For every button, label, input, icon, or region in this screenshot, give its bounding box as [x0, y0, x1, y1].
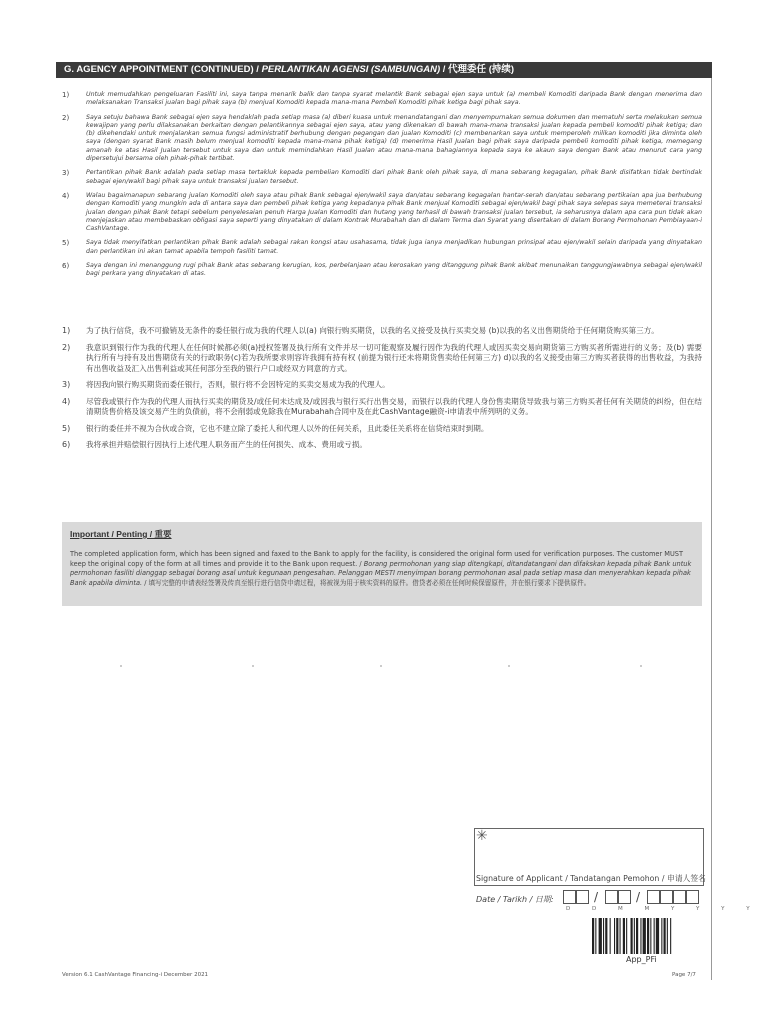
date-box-m2[interactable]	[618, 890, 631, 904]
header-prefix: G. AGENCY APPOINTMENT (CONTINUED) /	[64, 64, 262, 75]
clause-text: 为了执行信贷，我不可撤销及无条件的委任银行成为我的代理人以(a) 向银行购买期货，以我的名义接受及执行买卖交易 (b)以我的名义出售期货给于任何期货购买第三方。	[86, 326, 659, 335]
important-title: Important / Penting / 重要	[70, 529, 172, 539]
clause-text: Saya tidak menyifatkan perlantikan pihak Bank adalah sebagai rakan kongsi atau usahasama, tidak juga ianya menjadikan hubungan prinsipal atau ejen/wakil selain daripada yang dinyatakan dan perlantikan ini akan tamat apabila tempoh fasiliti tamat.	[86, 239, 702, 255]
date-box-d1[interactable]	[563, 890, 576, 904]
clause-item	[62, 114, 702, 164]
scan-dot	[508, 665, 510, 667]
clause-item	[62, 169, 702, 186]
scan-dot	[252, 665, 254, 667]
date-placeholder-letters: D D M M Y Y Y Y	[566, 906, 760, 912]
clause-number: 3)	[62, 380, 71, 389]
header-chinese: / 代理委任 (持续)	[440, 64, 515, 75]
signature-asterisk-icon: ✳	[476, 828, 488, 844]
important-chinese: / 填写完整的申请表经签署及传真至银行进行信贷申请过程，将被视为用于核实资料的原件。借贷者必须在任何时候保留原件，并在银行要求下提供原件。	[142, 578, 591, 587]
clause-text: Saya setuju bahawa Bank sebagai ejen saya hendaklah pada setiap masa (a) diberi kuasa untuk menandatangani dan menyempurnakan semua dokumen dan mematuhi serta melakukan semua kewajipan yang perlu dilaksanakan berkaitan dengan pelantikannya sebagai ejen saya, atau yang dikenakan di bawah mana-mana transaksi jualan kepada pembeli komoditi pihak ketiga; dan (b) dikehendaki untuk menjalankan semua fungsi administratif berhubung dengan pegangan dan jualan Komoditi (c) membenarkan saya untuk memperoleh milikan komoditi jika diminta oleh saya (dengan syarat Bank masih belum menjual komoditi kepada mana-mana pihak ketiga) (d) menerima Hasil Jualan bagi pihak saya daripada pembeli komoditi pihak ketiga, memegang amanah ke atas Hasil Jualan tersebut untuk saya dan untuk memindahkan Hasil Jualan atau mana-mana bahagiannya kepada saya ke akaun saya dengan Bank atau menurut cara yang dipersetujui bersama oleh pihak-pihak tertibat.	[86, 113, 702, 163]
clause-number: 6)	[62, 262, 70, 271]
clause-text: 银行的委任并不视为合伙或合资，它也不建立除了委托人和代理人以外的任何关系，且此委任关系将在信贷结束时到期。	[86, 423, 489, 433]
clause-item	[62, 397, 702, 418]
clause-text: 我将承担并赔偿银行因执行上述代理人职务而产生的任何损失、成本、费用或亏损。	[86, 440, 367, 449]
clause-text: 我意识到银行作为我的代理人在任何时候都必须(a)授权签署及执行所有文件并尽一切可能观察及履行因作为我的代理人或因买卖交易向期货第三方购买者所需进行的义务；及(b) 需要执行所有与持有及出售期货有关的行政职务(c)若为我所要求则容许我拥有持有权 (前提为银行还未将期货售卖给任何第三方) d)以我的名义接受由第三方购买者获得的出售收益，为我持有出售收益及汇入出售利益或其任何部分至我的银行户口或经双方同意的方式。	[86, 342, 702, 373]
clause-text: 将因我向银行购买期货而委任银行，否则，银行将不会因特定的买卖交易成为我的代理人。	[86, 380, 390, 389]
important-body	[70, 550, 694, 588]
page-right-rule	[711, 78, 712, 980]
clause-item	[62, 91, 702, 108]
scan-dot	[380, 665, 382, 667]
date-label: Date / Tarikh / 日期:	[476, 895, 554, 904]
clause-item	[62, 262, 702, 279]
important-notice	[62, 522, 702, 606]
clause-text: Pertantikan pihak Bank adalah pada setiap masa tertakluk kepada pembelian Komoditi dari pihak Bank oleh pihak saya, di mana sebarang kegagalan, pihak Bank disifatkan tidak bertindak sebagai ejen/wakil bagi pihak saya untuk transaksi jualan tersebut.	[86, 169, 702, 185]
date-separator: /	[594, 890, 599, 904]
clause-number: 2)	[62, 113, 70, 122]
scan-dot	[640, 665, 642, 667]
important-english: The completed application form, which has been signed and faxed to the Bank to apply for the facility, is considered the original form used for verification purposes. The customer MUST keep the original copy of the form at all times and provide it to the Bank upon request. /	[70, 550, 684, 568]
footer-version: Version 6.1 CashVantage Financing-i December 2021	[62, 972, 209, 978]
date-box-d2[interactable]	[576, 890, 589, 904]
clause-item	[62, 239, 702, 256]
footer-page-number: Page 7/7	[672, 972, 696, 978]
clause-item	[62, 380, 702, 391]
scan-dot	[120, 665, 122, 667]
barcode-label: App_PFi	[626, 955, 657, 964]
clause-number: 6)	[62, 440, 71, 449]
clause-number: 3)	[62, 169, 70, 178]
clause-number: 5)	[62, 423, 71, 433]
date-box-y1[interactable]	[647, 890, 660, 904]
clause-number: 5)	[62, 239, 70, 248]
clause-item	[62, 326, 702, 337]
clause-number: 4)	[62, 191, 70, 200]
barcode-icon	[592, 918, 702, 954]
clause-text: Walau bagaimanapun sebarang jualan Komoditi oleh saya atau pihak Bank sebagai ejen/wakil saya dan/atau sebarang kegagalan hantar-serah dan/atau sebarang pertikaian apa jua berhubung dengan Komoditi yang mungkin ada di antara saya dan pembeli pihak ketiga yang kepadanya pihak Bank menjual Komoditi sebagai ejen/wakil bagi pihak saya selepas saya memeterai transaksi jualan dengan pihak Bank tetapi sebelum penyelesaian penuh Harga Jualan Komoditi dan hutang yang terhasil di bawah transaksi jualan tersebut, ia seharusnya dalam apa cara pun tidak akan menjejaskan atau membebaskan obligasi saya seperti yang dinyatakan di dalam Kontrak Murabahah dan di dalam Terma dan Syarat yang disertakan di dalam Borang Permohonan Pembiayaan-i CashVantage.	[86, 191, 702, 233]
signature-label: Signature of Applicant / Tandatangan Pemohon / 申请人签名	[476, 874, 706, 883]
date-box-y2[interactable]	[660, 890, 673, 904]
clause-item	[62, 440, 702, 451]
clause-number: 2)	[62, 342, 71, 352]
date-separator: /	[636, 890, 641, 904]
date-box-m1[interactable]	[605, 890, 618, 904]
clause-number: 4)	[62, 396, 71, 406]
clause-number: 1)	[62, 326, 71, 335]
malay-clauses	[62, 91, 702, 285]
clause-text: 尽管我或银行作为我的代理人而执行买卖的期货及/或任何未达成及/或因我与银行买行出售交易，而银行以我的代理人身份售卖期货导致我与第三方购买者任何有关期货的纠纷，但在结清期货售价格及该交易产生的负债前，将不会削弱或免除我在Murabahah合同中及在此CashVantage融资-i申请表中所列明的义务。	[86, 396, 702, 416]
chinese-clauses	[62, 326, 702, 457]
clause-number: 1)	[62, 91, 70, 99]
clause-text: Saya dengan ini menanggung rugi pihak Bank atas sebarang kerugian, kos, perbelanjaan atau kerosakan yang ditanggung pihak Bank akibat menunaikan tanggungjawabnya sebagai ejen/wakil bagi perkara yang dinyatakan di atas.	[86, 262, 702, 278]
header-malay: PERLANTIKAN AGENSI (SAMBUNGAN)	[261, 64, 441, 75]
clause-item	[62, 343, 702, 375]
date-box-y4[interactable]	[686, 890, 699, 904]
important-malay: Borang permohonan yang siap ditengkapi, ditandatangani dan difakskan kepada pihak Bank untuk permohonan fasiliti dianggap sebagai borang asal untuk kegunaan pengesahan. Pelanggan MESTI menyimpan borang permohonan asal pada setiap masa dan menyerahkan kepada pihak Bank apabila diminta.	[70, 559, 692, 587]
section-header	[56, 62, 712, 78]
clause-item	[62, 192, 702, 233]
clause-item	[62, 424, 702, 435]
clause-text: Untuk memudahkan pengeluaran Fasiliti ini, saya tanpa menarik balik dan tanpa syarat melantik Bank sebagai ejen saya untuk (a) membeli Komoditi daripada Bank dengan menerima dan melaksanakan Transaksi jualan bagi pihak saya (b) menjual Komoditi kepada mana-mana Pembeli Komoditi pihak ketiga bagi pihak saya.	[86, 91, 702, 107]
date-box-y3[interactable]	[673, 890, 686, 904]
